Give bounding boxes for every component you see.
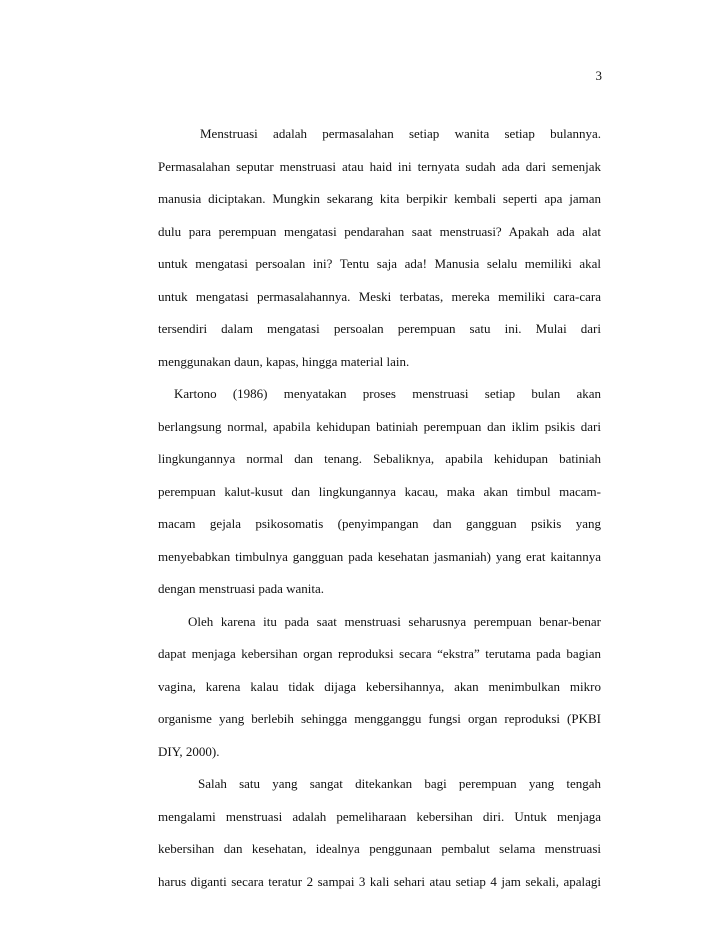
text-line: untuk mengatasi persoalan ini? Tentu saja ada! Manusia selalu memiliki akal [158,256,601,271]
text-line: organisme yang berlebih sehingga mengganggu fungsi organ reproduksi (PKBI [158,711,601,726]
text-line: harus diganti secara teratur 2 sampai 3 kali sehari atau setiap 4 jam sekali, apalagi [158,873,601,889]
text-line: Permasalahan seputar menstruasi atau haid ini ternyata sudah ada dari semenjak [158,158,601,174]
text-line: dulu para perempuan mengatasi pendarahan saat menstruasi? Apakah ada alat [158,223,601,239]
paragraph-1 [158,118,601,378]
paragraph-2 [158,378,601,606]
text-line: Salah satu yang sangat ditekankan bagi perempuan yang tengah [198,776,601,791]
text-line: tersendiri dalam mengatasi persoalan perempuan satu ini. Mulai dari [158,321,601,336]
text-line: DIY, 2000). [158,743,220,759]
body-text [158,118,601,898]
text-line: Menstruasi adalah permasalahan setiap wanita setiap bulannya. [200,126,601,141]
text-line: lingkungannya normal dan tenang. Sebaliknya, apabila kehidupan batiniah [158,451,601,466]
text-line: dapat menjaga kebersihan organ reproduksi secara “ekstra” terutama pada bagian [158,646,601,661]
text-line: dengan menstruasi pada wanita. [158,581,325,596]
text-line: menggunakan daun, kapas, hingga material lain. [158,353,410,369]
text-line: Kartono (1986) menyatakan proses menstruasi setiap bulan akan [174,386,601,401]
text-line: perempuan kalut-kusut dan lingkungannya kacau, maka akan timbul macam- [158,483,601,499]
text-line: kebersihan dan kesehatan, idealnya penggunaan pembalut selama menstruasi [158,841,601,856]
text-line: macam gejala psikosomatis (penyimpangan dan gangguan psikis yang [158,516,601,531]
text-line: vagina, karena kalau tidak dijaga kebersihannya, akan menimbulkan mikro [158,678,601,694]
text-line: manusia diciptakan. Mungkin sekarang kita berpikir kembali seperti apa jaman [158,191,601,206]
text-line: berlangsung normal, apabila kehidupan batiniah perempuan dan iklim psikis dari [158,418,601,434]
paragraph-4 [158,768,601,898]
paragraph-3 [158,606,601,769]
text-line: Oleh karena itu pada saat menstruasi seharusnya perempuan benar-benar [188,613,601,629]
text-line: menyebabkan timbulnya gangguan pada kesehatan jasmaniah) yang erat kaitannya [158,548,601,564]
text-line: untuk mengatasi permasalahannya. Meski terbatas, mereka memiliki cara-cara [158,288,601,304]
page-number: 3 [595,68,602,83]
text-line: mengalami menstruasi adalah pemeliharaan kebersihan diri. Untuk menjaga [158,808,601,824]
